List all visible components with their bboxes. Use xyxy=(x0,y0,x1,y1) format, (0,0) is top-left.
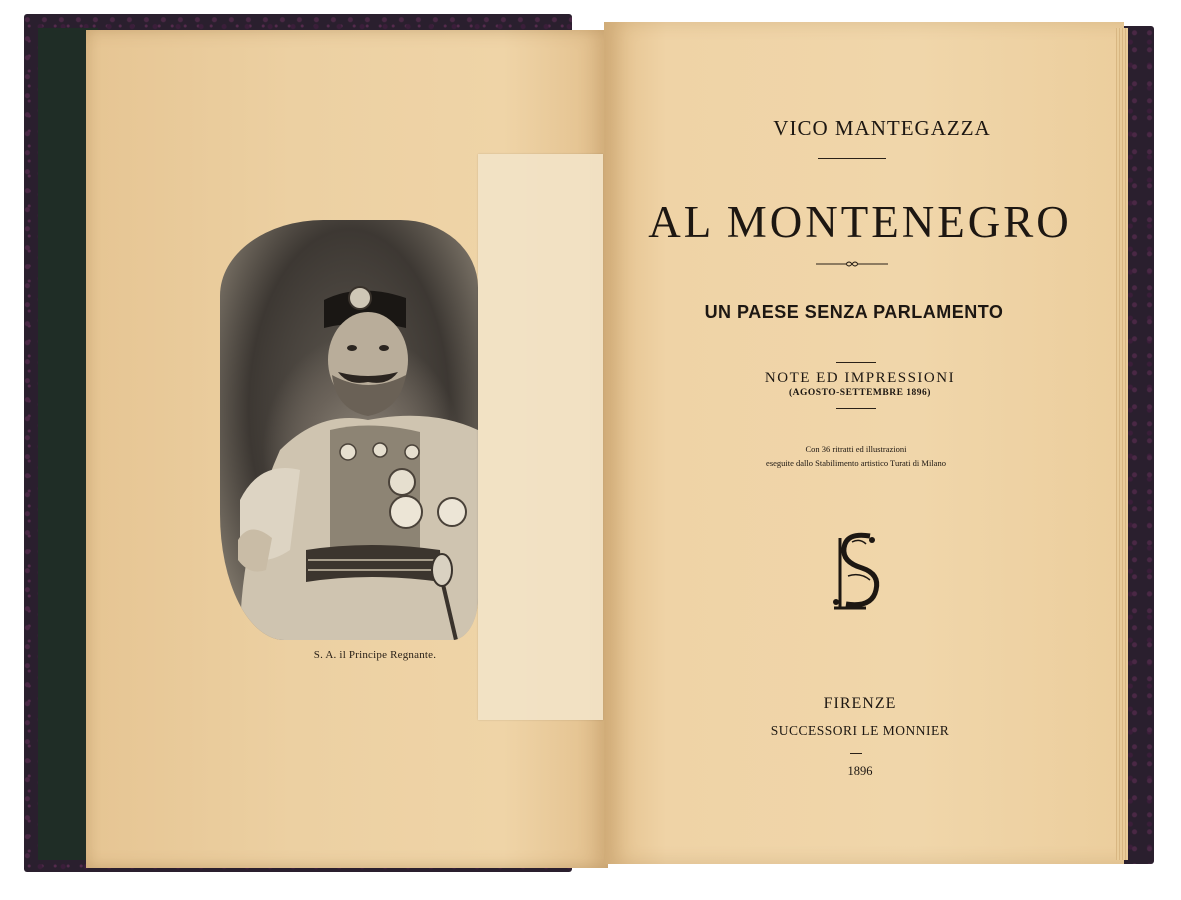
title-ornament xyxy=(816,259,888,269)
dates-line: (AGOSTO-SETTEMBRE 1896) xyxy=(789,388,931,398)
author-name: VICO MANTEGAZZA xyxy=(773,116,991,140)
portrait-caption: S. A. il Principe Regnante. xyxy=(313,649,437,661)
portrait-figure xyxy=(220,220,478,640)
book-subtitle: UN PAESE SENZA PARLAMENTO xyxy=(704,302,1004,322)
notes-line: NOTE ED IMPRESSIONI xyxy=(764,370,956,386)
portrait-engraving xyxy=(220,220,478,640)
illustration-credits xyxy=(596,442,1116,470)
imprint-city: FIRENZE xyxy=(823,695,897,712)
author-rule xyxy=(818,158,886,159)
imprint-year: 1896 xyxy=(847,764,873,778)
imprint-publisher: SUCCESSORI LE MONNIER xyxy=(770,723,950,738)
year-rule xyxy=(850,753,862,754)
credits-line-1: Con 36 ritratti ed illustrazioni xyxy=(805,444,907,454)
publisher-monogram-icon xyxy=(826,528,890,614)
book-title: AL MONTENEGRO xyxy=(648,197,1072,247)
dates-rule xyxy=(836,408,876,409)
credits-line-2: eseguite dallo Stabilimento artistico Turati di Milano xyxy=(766,458,946,468)
tissue-guard xyxy=(478,154,603,720)
subtitle-rule xyxy=(836,362,876,363)
